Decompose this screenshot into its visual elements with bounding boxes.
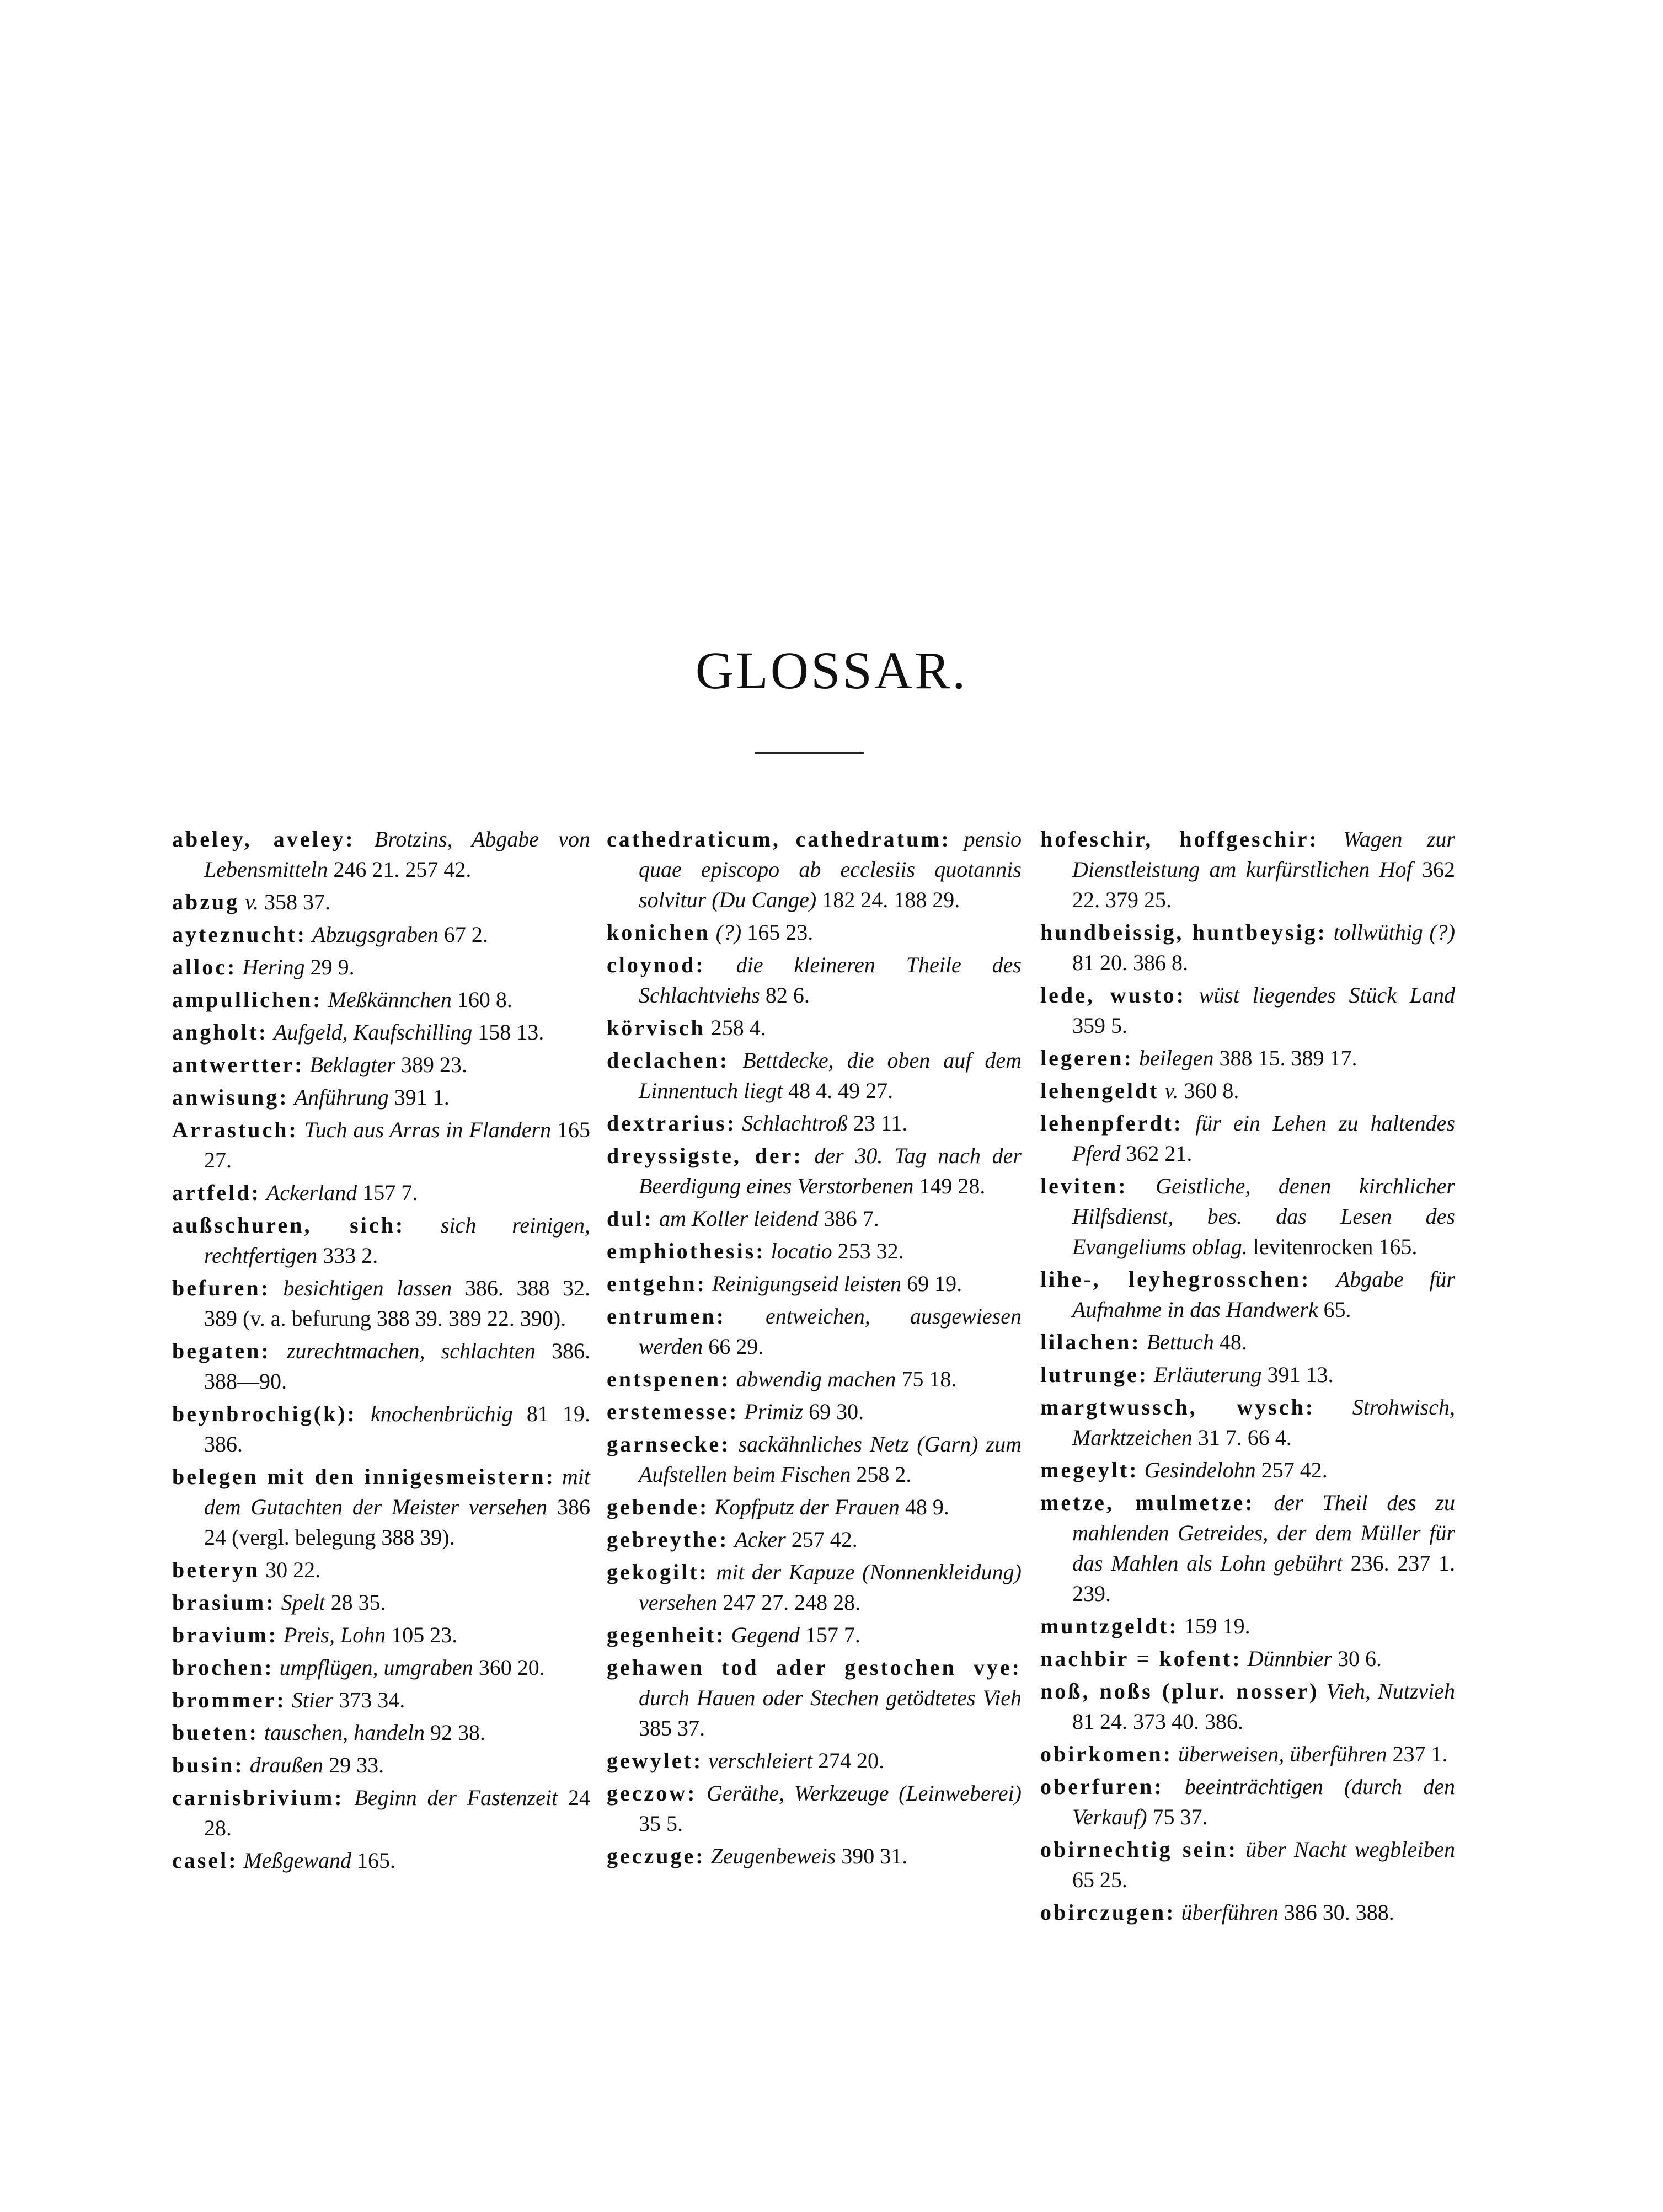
glossary-entry: [172, 1273, 590, 1333]
glossary-entry: [172, 984, 590, 1015]
entry-headword: muntzgeldt:: [1040, 1614, 1179, 1638]
entry-reference: 386 24 (vergl. belegung 388 39).: [204, 1495, 591, 1550]
glossary-column-3: [1040, 824, 1455, 1930]
entry-reference: 48.: [1219, 1330, 1247, 1354]
glossary-entry: [1040, 1739, 1455, 1769]
entry-definition: Beklagter: [309, 1052, 395, 1077]
entry-definition: Zeugenbeweis: [710, 1844, 836, 1868]
glossary-column-2: [607, 824, 1022, 1873]
entry-reference: 391 1.: [394, 1085, 450, 1110]
entry-definition: Stier: [291, 1688, 334, 1712]
glossary-entry: [1040, 1897, 1455, 1927]
entry-reference: 362 21.: [1126, 1141, 1193, 1166]
title-rule: [755, 752, 864, 754]
entry-headword: obirczugen:: [1040, 1900, 1176, 1925]
entry-reference: 258 4.: [710, 1015, 766, 1040]
entry-definition: besichtigen lassen: [283, 1276, 452, 1300]
entry-definition: zurechtmachen, schlachten: [286, 1338, 536, 1363]
entry-headword: antwertter:: [172, 1052, 304, 1077]
entry-definition: Gesindelohn: [1144, 1458, 1256, 1482]
glossary-entry: [1040, 1043, 1455, 1073]
entry-reference: 362 22. 379 25.: [1072, 857, 1455, 912]
entry-definition: entweichen, ausgewiesen werden: [639, 1304, 1022, 1359]
entry-definition: tollwüthig (?): [1333, 920, 1456, 945]
entry-definition: locatio: [771, 1239, 832, 1263]
entry-definition: Geistliche, denen kirchlicher Hilfsdienst, bes. das Lesen des Evangeliums oblag.: [1072, 1174, 1455, 1259]
entry-reference: 333 2.: [323, 1243, 378, 1268]
entry-headword: abzug: [172, 890, 240, 914]
entry-headword: declachen:: [607, 1048, 730, 1073]
entry-headword: alloc:: [172, 955, 237, 979]
entry-definition: Tuch aus Arras in Flandern: [304, 1117, 552, 1142]
entry-definition: sackähnliches Netz (Garn) zum Aufstellen beim Fischen: [639, 1432, 1022, 1487]
entry-headword: gehawen tod ader gestochen vye:: [607, 1655, 1022, 1680]
entry-headword: obirnechtig sein:: [1040, 1837, 1238, 1862]
entry-definition: am Koller leidend: [659, 1206, 819, 1231]
entry-definition: Preis, Lohn: [284, 1622, 386, 1647]
page-title: GLOSSAR.: [695, 641, 968, 700]
entry-reference: 258 2.: [856, 1462, 912, 1487]
entry-reference: 24 28.: [204, 1785, 591, 1840]
entry-reference: 390 31.: [841, 1844, 908, 1868]
entry-definition: umpflügen, umgraben: [279, 1655, 473, 1680]
entry-reference: 165 27.: [204, 1117, 591, 1172]
glossary-entry: [1040, 917, 1455, 978]
entry-headword: gebreythe:: [607, 1527, 729, 1552]
glossary-entry: [607, 1524, 1022, 1555]
glossary-entry: [1040, 1171, 1455, 1262]
entry-reference: 30 6.: [1337, 1646, 1382, 1671]
glossary-entry: [172, 1845, 590, 1876]
entry-definition: Erläuterung: [1154, 1362, 1262, 1387]
entry-reference: 165 23.: [747, 920, 814, 945]
entry-reference: 159 19.: [1184, 1614, 1250, 1638]
glossary-entry: [172, 1555, 590, 1585]
entry-reference: 360 8.: [1184, 1078, 1239, 1103]
entry-headword: beynbrochig(k):: [172, 1401, 357, 1426]
entry-reference: 69 30.: [809, 1399, 864, 1424]
entry-reference: 160 8.: [457, 987, 512, 1012]
entry-reference: 66 29.: [708, 1334, 764, 1359]
entry-reference: 29 33.: [329, 1753, 384, 1777]
glossary-entry: [172, 1717, 590, 1748]
glossary-entry: [607, 1620, 1022, 1650]
entry-headword: legeren:: [1040, 1046, 1133, 1070]
entry-reference: 75 18.: [901, 1367, 957, 1391]
entry-definition: beeinträchtigen (durch den Verkauf): [1072, 1774, 1455, 1829]
glossary-entry: [172, 1210, 590, 1271]
glossary-entry: [607, 1268, 1022, 1299]
entry-headword: bueten:: [172, 1720, 259, 1745]
entry-headword: angholt:: [172, 1020, 269, 1045]
entry-headword: megeylt:: [1040, 1458, 1139, 1482]
glossary-entry: [172, 1082, 590, 1112]
entry-reference: 246 21. 257 42.: [333, 857, 472, 882]
entry-definition: Anführung: [294, 1085, 389, 1110]
entry-headword: dul:: [607, 1206, 654, 1231]
glossary-entry: [172, 952, 590, 982]
glossary-entry: [172, 1461, 590, 1552]
entry-headword: gebende:: [607, 1495, 709, 1519]
entry-headword: entgehn:: [607, 1271, 707, 1296]
glossary-entry: [607, 824, 1022, 915]
glossary-entry: [1040, 1392, 1455, 1453]
entry-definition: überweisen, überführen: [1178, 1742, 1387, 1766]
entry-definition: Aufgeld, Kaufschilling: [274, 1020, 473, 1045]
entry-headword: emphiothesis:: [607, 1239, 766, 1263]
entry-headword: erstemesse:: [607, 1399, 739, 1424]
entry-reference: 165.: [357, 1848, 396, 1873]
entry-headword: begaten:: [172, 1338, 271, 1363]
entry-reference: 105 23.: [391, 1622, 458, 1647]
entry-definition: Reinigungseid leisten: [712, 1271, 902, 1296]
entry-definition: über Nacht wegbleiben: [1245, 1837, 1456, 1862]
entry-headword: befuren:: [172, 1276, 270, 1300]
glossary-entry: [607, 1557, 1022, 1618]
entry-reference: 81 20. 386 8.: [1072, 950, 1188, 975]
glossary-entry: [607, 1652, 1022, 1743]
entry-headword: belegen mit den innigesmeistern:: [172, 1464, 555, 1489]
glossary-entry: [172, 887, 590, 917]
entry-reference: 257 42.: [1261, 1458, 1328, 1482]
entry-reference: 157 7.: [362, 1180, 418, 1205]
entry-definition: Geräthe, Werkzeuge (Leinweberei): [707, 1781, 1022, 1806]
entry-headword: lehengeldt: [1040, 1078, 1159, 1103]
entry-reference: 385 37.: [639, 1716, 705, 1740]
entry-headword: lehenpferdt:: [1040, 1111, 1184, 1136]
entry-definition: knochenbrüchig: [371, 1401, 513, 1426]
glossary-entry: [1040, 824, 1455, 915]
entry-headword: carnisbrivium:: [172, 1785, 344, 1810]
glossary-entry: [172, 1620, 590, 1650]
glossary-entry: [1040, 1327, 1455, 1357]
entry-headword: oberfuren:: [1040, 1774, 1164, 1799]
entry-headword: entspenen:: [607, 1367, 731, 1391]
glossary-entry: [1040, 1834, 1455, 1895]
entry-reference: 236. 237 1. 239.: [1072, 1551, 1456, 1606]
glossary-entry: [1040, 1455, 1455, 1485]
glossary-entry: [607, 917, 1022, 947]
entry-headword: geczow:: [607, 1781, 697, 1806]
entry-headword: busin:: [172, 1753, 244, 1777]
glossary-entry: [607, 1013, 1022, 1043]
entry-reference: 65 25.: [1072, 1867, 1127, 1892]
glossary-entry: [172, 919, 590, 950]
entry-definition: verschleiert: [708, 1748, 812, 1773]
entry-reference: 81 24. 373 40. 386.: [1072, 1709, 1243, 1734]
entry-reference: 149 28.: [919, 1174, 986, 1198]
entry-reference: 358 37.: [264, 890, 331, 914]
glossary-entry: [1040, 1359, 1455, 1390]
entry-headword: ayteznucht:: [172, 922, 307, 947]
entry-definition: sich reinigen, rechtfertigen: [204, 1213, 591, 1268]
entry-definition: für ein Lehen zu haltendes Pferd: [1072, 1111, 1456, 1166]
entry-definition: wüst liegendes Stück Land: [1199, 983, 1456, 1008]
entry-reference: 257 42.: [791, 1527, 858, 1552]
glossary-entry: [607, 1301, 1022, 1362]
entry-reference: 386 30. 388.: [1284, 1900, 1394, 1925]
entry-headword: obirkomen:: [1040, 1742, 1173, 1766]
entry-reference: 158 13.: [478, 1020, 544, 1045]
entry-reference: 28 35.: [330, 1590, 386, 1615]
entry-reference: 386. 388 32. 389 (v. a. befurung 388 39. 389 22. 390).: [204, 1276, 591, 1331]
entry-reference: 386. 388—90.: [204, 1338, 591, 1394]
entry-definition: draußen: [249, 1753, 324, 1777]
glossary-column-1: [172, 824, 590, 1878]
entry-definition: Wagen zur Dienstleistung am kurfürstlichen Hof: [1072, 827, 1455, 882]
entry-headword: beteryn: [172, 1557, 260, 1582]
entry-definition: durch Hauen oder Stechen getödtetes Vieh: [639, 1685, 1022, 1710]
entry-headword: entrumen:: [607, 1304, 726, 1329]
entry-definition: abwendig machen: [736, 1367, 896, 1391]
glossary-entry: [607, 1396, 1022, 1427]
entry-definition: Meßkännchen: [328, 987, 452, 1012]
glossary-entry: [607, 1364, 1022, 1394]
entry-reference: 92 38.: [430, 1720, 485, 1745]
entry-reference: 48 4. 49 27.: [788, 1078, 894, 1103]
glossary-entry: [172, 1587, 590, 1618]
entry-definition: der Theil des zu mahlenden Getreides, der dem Müller für das Mahlen als Lohn gebührt: [1072, 1490, 1455, 1576]
entry-definition: Schlachtroß: [742, 1111, 848, 1136]
entry-definition: tauschen, handeln: [264, 1720, 425, 1745]
glossary-entry: [172, 1782, 590, 1843]
entry-headword: geczuge:: [607, 1844, 705, 1868]
entry-headword: lilachen:: [1040, 1330, 1141, 1354]
entry-reference: 82 6.: [765, 983, 810, 1008]
glossary-entry: [607, 1203, 1022, 1234]
glossary-entry: [172, 1115, 590, 1175]
entry-headword: bravium:: [172, 1622, 278, 1647]
glossary-entry: [1040, 1487, 1455, 1609]
entry-definition: Bettuch: [1146, 1330, 1214, 1354]
entry-reference: 69 19.: [907, 1271, 962, 1296]
entry-headword: cathedraticum, cathedratum:: [607, 827, 951, 851]
entry-headword: hofeschir, hoffgeschir:: [1040, 827, 1319, 851]
entry-headword: artfeld:: [172, 1180, 261, 1205]
entry-headword: leviten:: [1040, 1174, 1128, 1198]
entry-reference: 359 5.: [1072, 1013, 1127, 1038]
entry-reference: 253 32.: [837, 1239, 904, 1263]
glossary-entry: [1040, 980, 1455, 1041]
entry-headword: margtwussch, wysch:: [1040, 1395, 1316, 1420]
entry-definition: Bettdecke, die oben auf dem Linnentuch liegt: [639, 1048, 1022, 1103]
entry-definition: Strohwisch, Marktzeichen: [1072, 1395, 1455, 1450]
glossary-entry: [607, 1108, 1022, 1138]
entry-headword: noß, noßs (plur. nosser): [1040, 1679, 1319, 1704]
glossary-entry: [607, 1745, 1022, 1776]
entry-definition: Dünnbier: [1247, 1646, 1332, 1671]
entry-headword: gegenheit:: [607, 1622, 726, 1647]
glossary-entry: [1040, 1108, 1455, 1169]
entry-definition: Spelt: [281, 1590, 325, 1615]
entry-definition: der 30. Tag nach der Beerdigung eines Verstorbenen: [639, 1143, 1022, 1198]
entry-headword: nachbir = kofent:: [1040, 1646, 1242, 1671]
glossary-entry: [172, 1049, 590, 1080]
entry-definition: Kopfputz der Frauen: [714, 1495, 900, 1519]
entry-reference: 75 37.: [1152, 1804, 1208, 1829]
glossary-entry: [172, 824, 590, 885]
entry-headword: metze, mulmetze:: [1040, 1490, 1255, 1515]
glossary-entry: [607, 950, 1022, 1010]
glossary-entry: [172, 1750, 590, 1780]
glossary-entry: [607, 1236, 1022, 1266]
entry-headword: anwisung:: [172, 1085, 289, 1110]
entry-definition: überführen: [1181, 1900, 1279, 1925]
entry-headword: gekogilt:: [607, 1560, 709, 1584]
entry-definition: Beginn der Fastenzeit: [354, 1785, 558, 1810]
entry-reference: 388 15. 389 17.: [1219, 1046, 1357, 1070]
entry-definition: Brotzins, Abgabe von Lebensmitteln: [204, 827, 591, 882]
glossary-entry: [607, 1429, 1022, 1490]
glossary-entry: [1040, 1643, 1455, 1674]
glossary-entry: [172, 1336, 590, 1396]
entry-definition: pensio quae episcopo ab ecclesiis quotannis solvitur (Du Cange): [639, 827, 1022, 912]
glossary-entry: [172, 1652, 590, 1683]
entry-reference: 182 24. 188 29.: [822, 887, 960, 912]
entry-headword: abeley, aveley:: [172, 827, 355, 851]
entry-headword: gewylet:: [607, 1748, 703, 1773]
entry-reference: levitenrocken 165.: [1253, 1234, 1418, 1259]
entry-reference: 35 5.: [639, 1811, 683, 1836]
glossary-entry: [172, 1399, 590, 1459]
glossary-entry: [607, 1045, 1022, 1106]
glossary-entry: [607, 1140, 1022, 1201]
entry-reference: 373 34.: [339, 1688, 405, 1712]
entry-headword: casel:: [172, 1848, 238, 1873]
entry-definition: Hering: [242, 955, 305, 979]
glossary-entry: [607, 1492, 1022, 1522]
entry-headword: außschuren, sich:: [172, 1213, 405, 1238]
entry-definition: mit der Kapuze (Nonnenkleidung) versehen: [639, 1560, 1022, 1615]
entry-headword: garnsecke:: [607, 1432, 731, 1456]
entry-reference: 23 11.: [853, 1111, 908, 1136]
entry-definition: v.: [1164, 1078, 1179, 1103]
glossary-entry: [172, 1685, 590, 1715]
glossary-entry: [607, 1841, 1022, 1871]
entry-definition: Meßgewand: [243, 1848, 352, 1873]
entry-definition: Primiz: [744, 1399, 804, 1424]
entry-headword: dextrarius:: [607, 1111, 737, 1136]
entry-headword: cloynod:: [607, 952, 705, 977]
glossary-entry: [172, 1017, 590, 1047]
entry-definition: mit dem Gutachten der Meister versehen: [204, 1464, 590, 1519]
glossary-entry: [1040, 1264, 1455, 1325]
entry-headword: brasium:: [172, 1590, 276, 1615]
glossary-entry: [172, 1177, 590, 1208]
entry-definition: Acker: [734, 1527, 786, 1552]
entry-headword: lihe-, leyhegrosschen:: [1040, 1267, 1311, 1292]
entry-reference: 81 19. 386.: [204, 1401, 591, 1456]
entry-definition: die kleineren Theile des Schlachtviehs: [639, 952, 1022, 1008]
entry-headword: dreyssigste, der:: [607, 1143, 803, 1168]
entry-headword: brommer:: [172, 1688, 286, 1712]
entry-reference: 29 9.: [310, 955, 355, 979]
entry-definition: Abzugsgraben: [312, 922, 439, 947]
entry-reference: 48 9.: [905, 1495, 949, 1519]
entry-reference: 30 22.: [265, 1557, 321, 1582]
entry-definition: Ackerland: [266, 1180, 357, 1205]
entry-headword: lede, wusto:: [1040, 983, 1186, 1008]
entry-reference: 386 7.: [824, 1206, 879, 1231]
entry-reference: 247 27. 248 28.: [723, 1590, 861, 1615]
glossary-entry: [1040, 1075, 1455, 1106]
glossary-entry: [1040, 1611, 1455, 1641]
entry-reference: 31 7. 66 4.: [1197, 1425, 1292, 1450]
entry-headword: Arrastuch:: [172, 1117, 298, 1142]
entry-headword: konichen: [607, 920, 710, 945]
glossary-entry: [1040, 1771, 1455, 1832]
entry-headword: hundbeissig, huntbeysig:: [1040, 920, 1327, 945]
entry-reference: 157 7.: [805, 1622, 860, 1647]
entry-reference: 65.: [1323, 1297, 1351, 1322]
entry-reference: 274 20.: [817, 1748, 884, 1773]
entry-headword: körvisch: [607, 1015, 705, 1040]
entry-definition: (?): [715, 920, 742, 945]
entry-definition: Vieh, Nutzvieh: [1326, 1679, 1456, 1704]
entry-definition: Abgabe für Aufnahme in das Handwerk: [1072, 1267, 1455, 1322]
glossary-entry: [607, 1778, 1022, 1839]
entry-definition: Gegend: [731, 1622, 800, 1647]
entry-reference: 360 20.: [478, 1655, 545, 1680]
entry-definition: beilegen: [1138, 1046, 1214, 1070]
entry-headword: ampullichen:: [172, 987, 323, 1012]
entry-reference: 67 2.: [443, 922, 488, 947]
entry-headword: brochen:: [172, 1655, 274, 1680]
entry-reference: 237 1.: [1392, 1742, 1448, 1766]
glossary-entry: [1040, 1676, 1455, 1737]
entry-reference: 391 13.: [1267, 1362, 1334, 1387]
entry-definition: v.: [245, 890, 259, 914]
entry-reference: 389 23.: [400, 1052, 467, 1077]
entry-headword: lutrunge:: [1040, 1362, 1148, 1387]
